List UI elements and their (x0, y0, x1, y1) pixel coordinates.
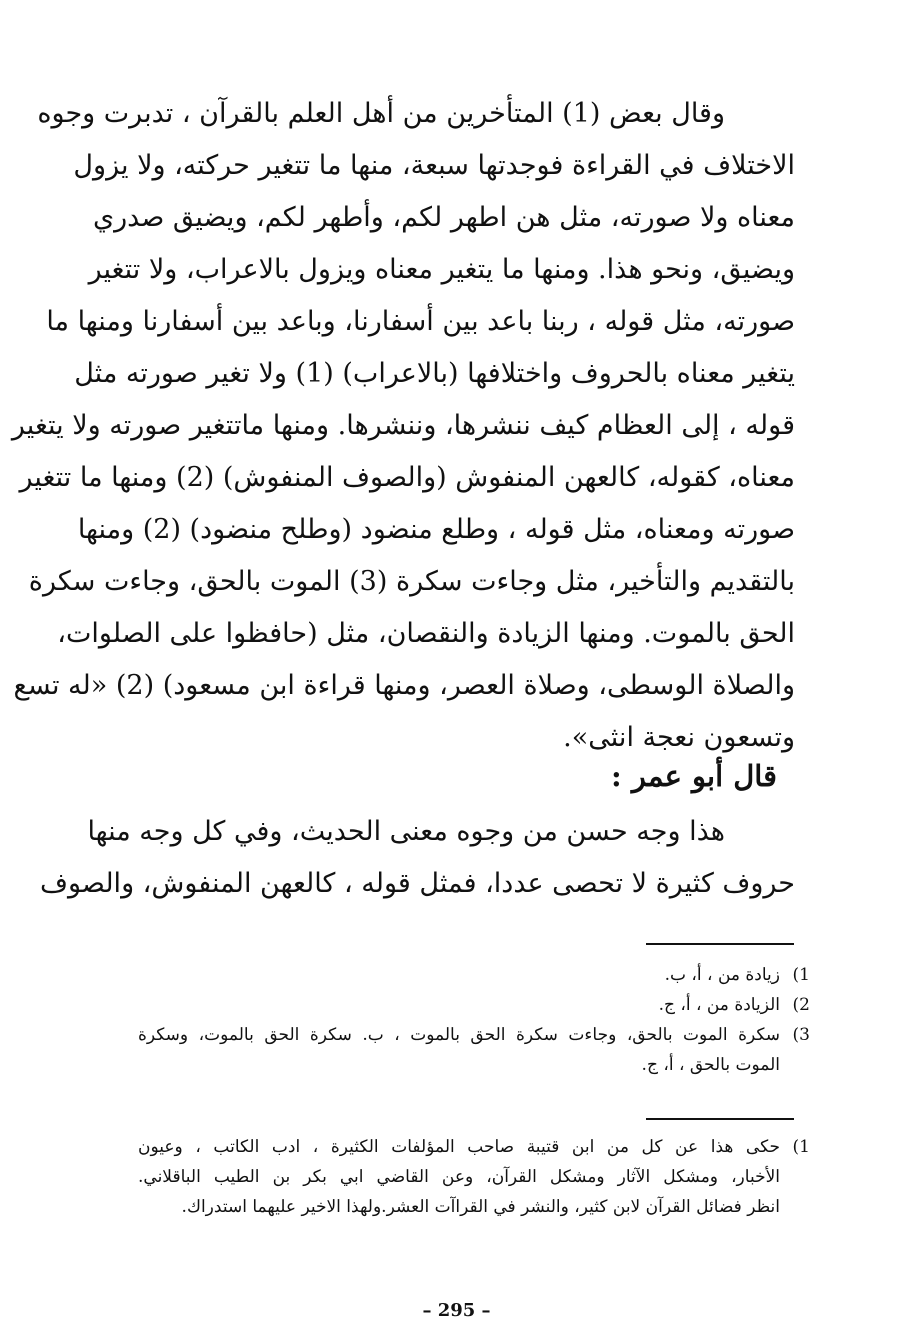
text-line: حروف كثيرة لا تحصى عددا، فمثل قوله ، كالعهن المنفوش، والصوف (39, 868, 795, 899)
footnotes-text (138, 960, 810, 1080)
footnote (138, 960, 810, 990)
footnote-line: حكى هذا عن كل من ابن قتيبة صاحب المؤلفات الكثيرة ، ادب الكاتب ، وعيون (138, 1137, 780, 1157)
footnote-text (138, 1132, 780, 1222)
editor-footnotes (138, 1132, 810, 1222)
text-line: قوله ، إلى العظام كيف ننشرها، وننشرها. ومنها ماتتغير صورته ولا يتغير (11, 410, 795, 441)
footnote (138, 990, 810, 1020)
footnote (138, 1132, 810, 1222)
footnote-number: 1) (792, 1137, 810, 1157)
footnote-line: الأخبار، ومشكل الآثار ومشكل القرآن، وعن القاضي ابي بكر بن الطيب الباقلاني. (138, 1167, 780, 1187)
text-line: معناه ولا صورته، مثل هن اطهر لكم، وأطهر لكم، ويضيق صدري (93, 202, 795, 233)
text-line: هذا وجه حسن من وجوه معنى الحديث، وفي كل وجه منها (87, 816, 725, 847)
page-number: – 295 – (422, 1300, 491, 1321)
footnote-line: سكرة الموت بالحق، وجاءت سكرة الحق بالموت ، ب. سكرة الحق بالموت، وسكرة (138, 1025, 780, 1045)
text-line: والصلاة الوسطى، وصلاة العصر، ومنها قراءة ابن مسعود) (2) «له تسع (13, 670, 795, 701)
footnote-text (138, 960, 780, 990)
footnote-text (138, 1020, 780, 1080)
footnote-number: 1) (792, 965, 810, 985)
footnote-line: زيادة من ، أ، ب. (664, 965, 780, 985)
text-line: الاختلاف في القراءة فوجدتها سبعة، منها ما تتغير حركته، ولا يزول (73, 150, 795, 181)
text-line: وقال بعض (1) المتأخرين من أهل العلم بالقرآن ، تدبرت وجوه (37, 98, 725, 129)
second-paragraph (39, 806, 795, 910)
text-line: ويضيق، ونحو هذا. ومنها ما يتغير معناه ويزول بالاعراب، ولا تتغير (88, 254, 795, 285)
text-line: صورته، مثل قوله ، ربنا باعد بين أسفارنا، وباعد بين أسفارنا ومنها ما (46, 306, 795, 337)
footnote-line: الموت بالحق ، أ، ج. (641, 1055, 780, 1075)
footnote-separator (646, 943, 794, 945)
text-line: وتسعون نعجة انثى». (563, 722, 795, 753)
text-line: صورته ومعناه، مثل قوله ، وطلع منضود (وطلح منضود) (2) ومنها (77, 514, 795, 545)
section-heading: قال أبو عمر : (611, 759, 777, 793)
text-line: يتغير معناه بالحروف واختلافها (بالاعراب) (1) ولا تغير صورته مثل (74, 358, 795, 389)
text-line: بالتقديم والتأخير، مثل وجاءت سكرة (3) الموت بالحق، وجاءت سكرة (28, 566, 795, 597)
footnote-number: 3) (792, 1025, 810, 1045)
footnote-line: الزيادة من ، أ، ج. (658, 995, 780, 1015)
footnote-number: 2) (792, 995, 810, 1015)
footnote (138, 1020, 810, 1080)
text-line: معناه، كقوله، كالعهن المنفوش (والصوف المنفوش) (2) ومنها ما تتغير (19, 462, 795, 493)
footnote-line: انظر فضائل القرآن لابن كثير، والنشر في القراآت العشر.ولهذا الاخير عليهما استدراك. (181, 1197, 780, 1217)
footnote-text (138, 990, 780, 1020)
text-line: الحق بالموت. ومنها الزيادة والنقصان، مثل (حافظوا على الصلوات، (57, 618, 795, 649)
footnote-separator (646, 1118, 794, 1120)
main-paragraph (11, 88, 795, 764)
